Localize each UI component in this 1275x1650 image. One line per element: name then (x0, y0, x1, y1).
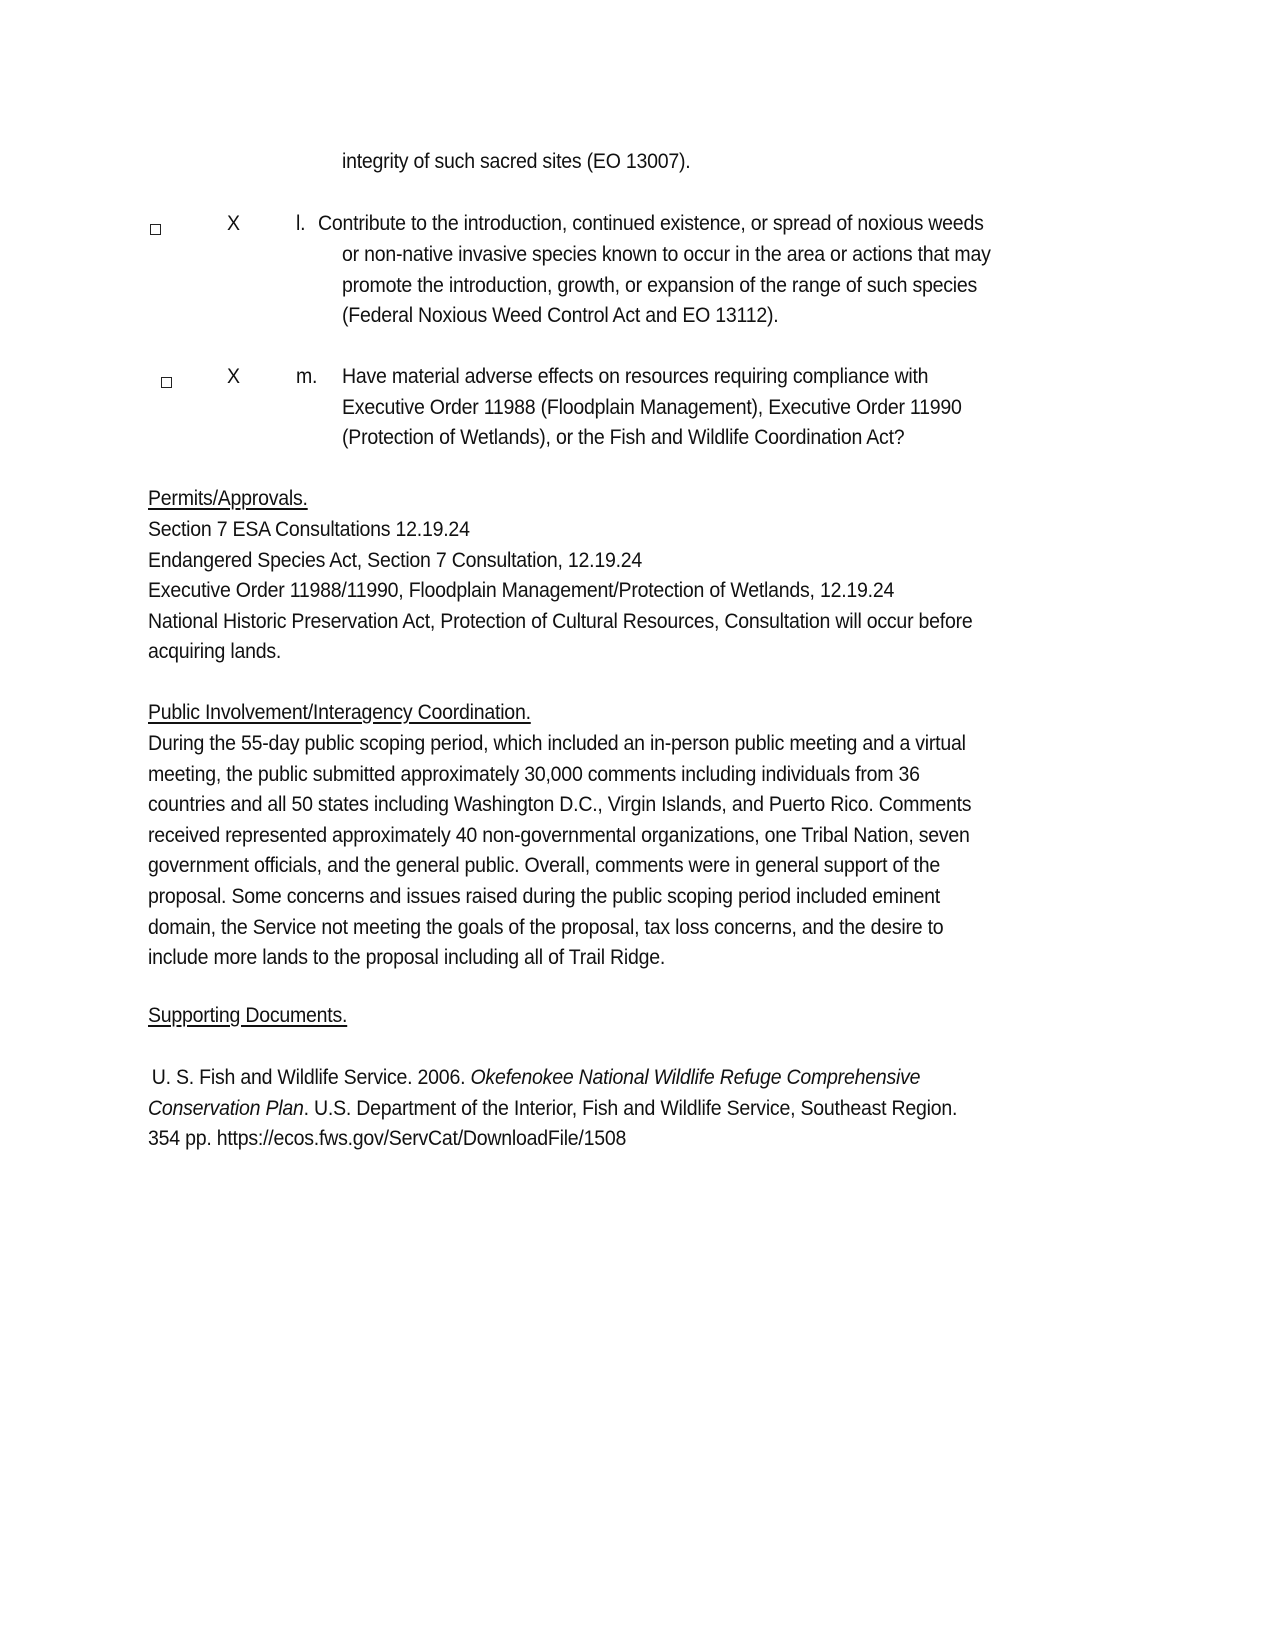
item-m-line-1: Have material adverse effects on resources requiring compliance with (342, 365, 929, 388)
public-involvement-paragraph (148, 729, 1033, 974)
checkbox-yes-l[interactable] (150, 224, 161, 235)
supporting-documents-heading: Supporting Documents. (148, 1004, 348, 1027)
item-l-continuation (342, 240, 1039, 332)
continuation-text: integrity of such sacred sites (EO 13007). (342, 150, 691, 173)
item-m-line-2: Executive Order 11988 (Floodplain Management), Executive Order 11990 (342, 395, 962, 419)
item-letter-m: m. (296, 365, 318, 388)
paragraph-line: received represented approximately 40 non-governmental organizations, one Tribal Nation, seven (148, 823, 970, 847)
permit-line: Endangered Species Act, Section 7 Consultation, 12.19.24 (148, 548, 643, 572)
citation-title-part-1: Okefenokee National Wildlife Refuge Comprehensive (470, 1066, 921, 1089)
permit-line: National Historic Preservation Act, Protection of Cultural Resources, Consultation will occur before (148, 609, 973, 633)
permits-heading: Permits/Approvals. (148, 487, 308, 510)
paragraph-line: meeting, the public submitted approximately 30,000 comments including individuals from 36 (148, 762, 920, 786)
mark-no-l: X (227, 212, 240, 235)
paragraph-line: government officials, and the general public. Overall, comments were in general support of the (148, 854, 940, 878)
public-involvement-heading: Public Involvement/Interagency Coordination. (148, 701, 531, 724)
citation-publisher: . U.S. Department of the Interior, Fish and Wildlife Service, Southeast Region. (303, 1096, 958, 1120)
paragraph-line: domain, the Service not meeting the goals of the proposal, tax loss concerns, and the desire to (148, 915, 944, 939)
paragraph-line: countries and all 50 states including Washington D.C., Virgin Islands, and Puerto Rico. Comments (148, 793, 972, 817)
citation-title-part-2: Conservation Plan (148, 1096, 304, 1120)
checkbox-yes-m[interactable] (161, 377, 172, 388)
item-l-line-2: or non-native invasive species known to occur in the area or actions that may (342, 243, 991, 266)
permit-line: Section 7 ESA Consultations 12.19.24 (148, 518, 470, 541)
permits-list (148, 515, 1035, 668)
citation-author-year: U. S. Fish and Wildlife Service. 2006. (151, 1066, 471, 1089)
paragraph-line: include more lands to the proposal including all of Trail Ridge. (148, 946, 666, 970)
paragraph-line: During the 55-day public scoping period, which included an in-person public meeting and a virtual (148, 732, 966, 755)
citation-line-3[interactable]: 354 pp. https://ecos.fws.gov/ServCat/DownloadFile/1508 (148, 1127, 627, 1151)
item-letter-l: l. (296, 212, 306, 235)
mark-no-m: X (227, 365, 240, 388)
item-l-line-4: (Federal Noxious Weed Control Act and EO 13112). (342, 304, 779, 328)
permit-line: Executive Order 11988/11990, Floodplain Management/Protection of Wetlands, 12.19.24 (148, 579, 895, 603)
item-l-line-3: promote the introduction, growth, or expansion of the range of such species (342, 273, 978, 297)
item-l-line-1: Contribute to the introduction, continued existence, or spread of noxious weeds (318, 212, 984, 235)
citation-line-2 (148, 1094, 957, 1125)
item-m-text (342, 362, 1008, 454)
citation-line-1 (148, 1063, 957, 1094)
item-m-line-3: (Protection of Wetlands), or the Fish and Wildlife Coordination Act? (342, 426, 905, 450)
citation (148, 1063, 1018, 1155)
permit-line: acquiring lands. (148, 640, 282, 664)
paragraph-line: proposal. Some concerns and issues raised during the public scoping period included eminent (148, 884, 941, 908)
